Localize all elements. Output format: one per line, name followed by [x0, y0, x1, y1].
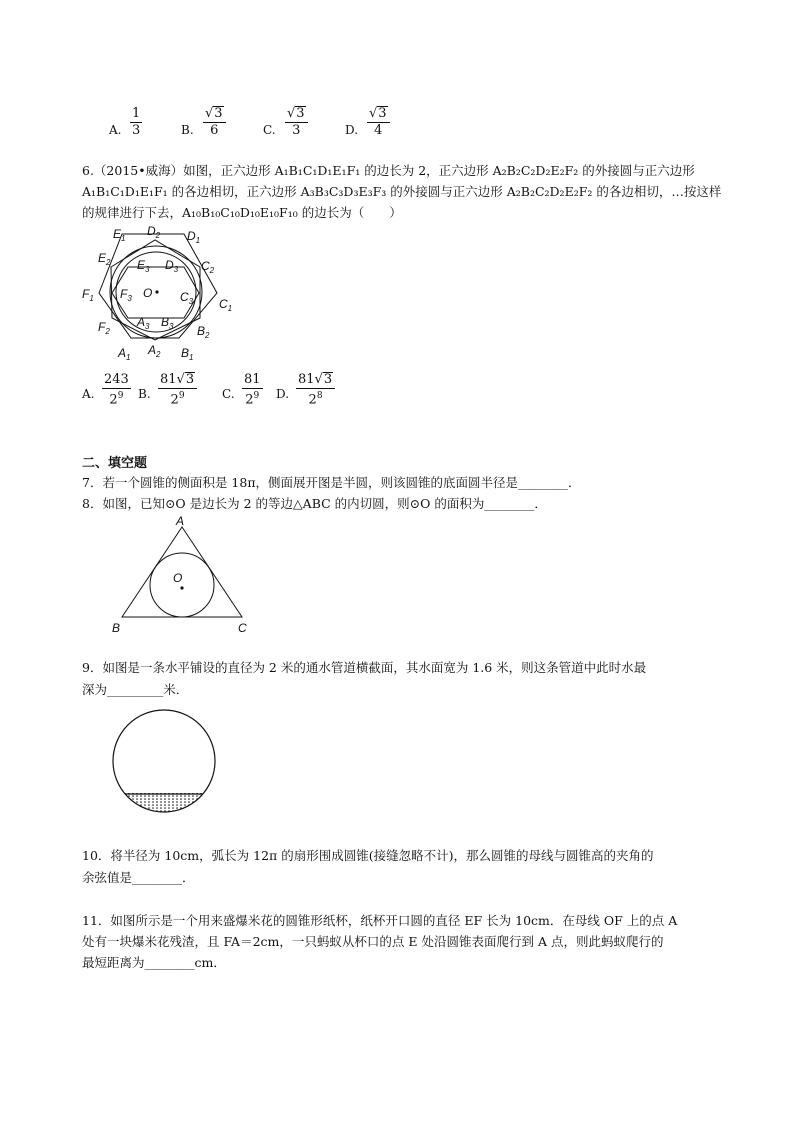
q6-d-coef: 81 — [298, 372, 315, 387]
q6-a-numerator: 243 — [104, 372, 129, 387]
q6-line-1: 6.（2015•威海）如图，正六边形 A₁B₁C₁D₁E₁F₁ 的边长为 2，正六边形 A₂B₂C₂D₂E₂F₂ 的外接圆与正六边形 — [82, 163, 695, 178]
q5-option-d-fraction — [367, 106, 390, 138]
q6-option-a-fraction — [102, 372, 131, 407]
q6-option-b-fraction — [158, 372, 197, 407]
q9-line-1: 9．如图是一条水平铺设的直径为 2 米的通水管道横截面，其水面宽为 1.6 米，则这条管道中此时水最 — [82, 660, 647, 675]
q9-line-2: 深为_________米． — [82, 682, 189, 697]
label-A1: $A_1$ — [118, 346, 131, 362]
q6-c-exponent: 9 — [253, 391, 260, 401]
q5-d-denominator: 4 — [374, 123, 383, 138]
label-C2: $C_2$ — [201, 259, 215, 275]
label-C: C — [238, 621, 247, 635]
q6-option-c-label: C. — [222, 387, 235, 401]
q5-b-radicand: 3 — [214, 106, 223, 121]
label-E3: $E_3$ — [137, 258, 150, 274]
label-O: O — [143, 286, 153, 300]
q5-a-numerator: 1 — [132, 106, 141, 121]
label-F2: $F_2$ — [98, 320, 110, 336]
label-A3: $A_3$ — [137, 315, 150, 331]
q6-b-coef: 81 — [160, 372, 177, 387]
q6-line-2: A₁B₁C₁D₁E₁F₁ 的各边相切，正六边形 A₃B₃C₃D₃E₃F₃ 的外接圆与正六边形 A₂B₂C₂D₂E₂F₂ 的各边相切，…按这样 — [82, 184, 722, 199]
q10-line-1: 10．将半径为 10cm，弧长为 12π 的扇形围成圆锥(接缝忽略不计)，那么圆锥的母线与圆锥高的夹角的 — [82, 848, 654, 863]
label-B: B — [112, 621, 121, 635]
q6-c-numerator: 81 — [244, 372, 261, 387]
q11-line-2: 处有一块爆米花残渣，且 FA＝2cm，一只蚂蚁从杯口的点 E 处沿圆锥表面爬行到 A 点，则此蚂蚁爬行的 — [82, 934, 664, 949]
label-E2: $E_2$ — [98, 251, 111, 267]
q10-line-2: 余弦值是________． — [82, 870, 195, 885]
q5-option-d-label: D. — [345, 123, 359, 137]
label-C1: $C_1$ — [219, 297, 233, 313]
label-A: A — [176, 514, 185, 528]
sqrt-icon: √ — [287, 106, 296, 121]
q7-text: 7．若一个圆锥的侧面积是 18π，侧面展开图是半圆，则该圆锥的底面圆半径是________． — [82, 475, 581, 490]
section-title-fill-in: 二、填空题 — [82, 456, 148, 471]
label-D2: $D_2$ — [147, 224, 161, 240]
water-fill — [113, 793, 215, 814]
label-A2: $A_2$ — [148, 343, 161, 359]
label-B1: $B_1$ — [181, 346, 194, 362]
q5-option-c-fraction — [285, 106, 308, 138]
nested-hexagons-figure — [80, 222, 250, 367]
q6-option-d-fraction — [296, 372, 335, 407]
q6-a-exponent: 9 — [117, 391, 124, 401]
label-D1: $D_1$ — [187, 229, 201, 245]
center-point — [155, 290, 158, 293]
incircle-center — [180, 586, 183, 589]
q6-b-exponent: 9 — [178, 391, 185, 401]
q6-option-b-label: B. — [138, 387, 151, 401]
q6-option-d-label: D. — [276, 387, 290, 401]
incircle — [150, 553, 214, 617]
sqrt-icon: √ — [205, 106, 214, 121]
q5-d-radicand: 3 — [378, 106, 387, 121]
q8-text: 8．如图，已知⊙O 是边长为 2 的等边△ABC 的内切圆，则⊙O 的面积为________． — [82, 496, 547, 511]
q5-option-a-fraction — [130, 106, 142, 138]
q6-option-a-label: A. — [82, 387, 95, 401]
label-C3: $C_3$ — [180, 290, 194, 306]
q6-b-base: 2 — [170, 392, 179, 408]
q5-option-b-label: B. — [181, 123, 194, 137]
label-D3: $D_3$ — [165, 258, 179, 274]
label-B2: $B_2$ — [197, 324, 210, 340]
q5-a-denominator: 3 — [132, 123, 141, 138]
label-F3: $F_3$ — [120, 287, 132, 303]
q5-b-denominator: 6 — [210, 123, 219, 138]
q5-c-radicand: 3 — [296, 106, 305, 121]
q6-option-c-fraction — [242, 372, 263, 407]
label-O: O — [173, 571, 183, 585]
q5-option-b-fraction — [203, 106, 226, 138]
sqrt-icon: √ — [314, 372, 323, 387]
label-E1: $E_1$ — [113, 227, 126, 243]
label-F1: $F_1$ — [82, 287, 94, 303]
q6-line-3: 的规律进行下去，A₁₀B₁₀C₁₀D₁₀E₁₀F₁₀ 的边长为（ ） — [82, 205, 402, 220]
sqrt-icon: √ — [176, 372, 185, 387]
q6-d-radicand: 3 — [323, 372, 333, 387]
q6-a-base: 2 — [109, 392, 118, 408]
q6-d-exponent: 8 — [316, 391, 323, 401]
q11-line-1: 11．如图所示是一个用来盛爆米花的圆锥形纸杯，纸杯开口圆的直径 EF 长为 10cm．在母线 OF 上的点 A — [82, 913, 678, 928]
triangle-incircle-figure — [108, 512, 253, 640]
q6-b-radicand: 3 — [185, 372, 195, 387]
sqrt-icon: √ — [369, 106, 378, 121]
q5-option-a-label: A. — [109, 123, 122, 137]
q5-option-c-label: C. — [263, 123, 276, 137]
q5-c-denominator: 3 — [292, 123, 301, 138]
q6-c-base: 2 — [245, 392, 254, 408]
pipe-cross-section-figure — [108, 708, 220, 814]
label-B3: $B_3$ — [161, 315, 174, 331]
q11-line-3: 最短距离为________cm． — [82, 955, 226, 970]
q6-d-base: 2 — [308, 392, 317, 408]
